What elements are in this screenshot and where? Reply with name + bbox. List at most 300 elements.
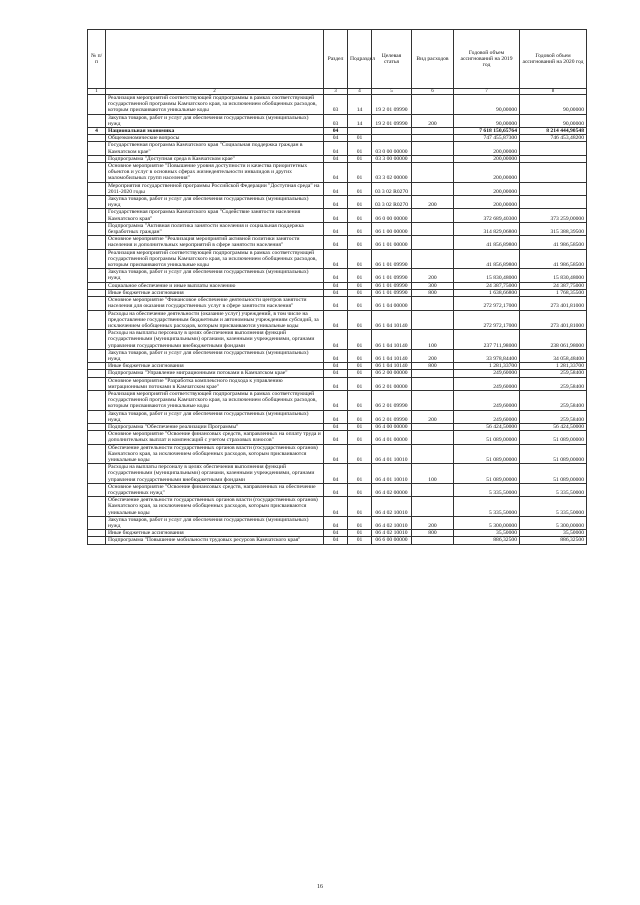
row-podrazdel: 01 xyxy=(348,410,372,423)
row-podrazdel: 01 xyxy=(348,269,372,282)
table-row xyxy=(88,310,587,330)
column-number: 3 xyxy=(324,89,348,95)
row-amount-2020 xyxy=(520,196,587,209)
row-amount-2019: 200,00000 xyxy=(454,182,520,195)
column-number: 1 xyxy=(88,89,106,95)
row-expense-type xyxy=(412,297,454,310)
row-name: Закупка товаров, работ и услуг для обеспечения государственных (муниципальных) нужд xyxy=(106,114,324,127)
row-expense-type xyxy=(412,249,454,269)
row-name: Обеспечение деятельности государственных органов власти (государственных органов) Камчатского края, за исключением обобщенных расходов, которым присваиваются уникальные коды xyxy=(106,497,324,517)
row-expense-type xyxy=(412,135,454,142)
row-expense-type: 200 xyxy=(412,516,454,529)
row-amount-2019: 56 424,50000 xyxy=(454,423,520,430)
row-podrazdel: 01 xyxy=(348,363,372,370)
row-razdel: 04 xyxy=(324,537,348,544)
row-razdel: 04 xyxy=(324,363,348,370)
row-amount-2019: 1 281,33700 xyxy=(454,363,520,370)
row-expense-type xyxy=(412,431,454,444)
row-expense-type: 800 xyxy=(412,363,454,370)
row-name: Основное мероприятие "Реализация мероприятий активной политики занятости населения и дополнительных мероприятий в сфере занятости населения" xyxy=(106,236,324,249)
row-expense-type: 100 xyxy=(412,464,454,484)
table-header xyxy=(88,30,587,89)
row-razdel: 04 xyxy=(324,209,348,222)
row-razdel: 04 xyxy=(324,236,348,249)
row-amount-2019: 51 089,00000 xyxy=(454,444,520,464)
row-podrazdel: 01 xyxy=(348,282,372,289)
table-row xyxy=(88,282,587,289)
row-name: Основное мероприятие "Повышение уровня доступности и качества приоритетных объектов и услуг в основных сферах жизнедеятельности инвалидов и других маломобильных групп населения" xyxy=(106,163,324,183)
row-name: Социальное обеспечение и иные выплаты населению xyxy=(106,282,324,289)
row-name: Реализация мероприятий соответствующей подпрограммы в рамках соответствующей государственной программы Камчатского края, за исключением обобщенных расходов, которым присваиваются уникальные коды xyxy=(106,249,324,269)
row-podrazdel: 01 xyxy=(348,222,372,235)
row-amount-2020: 56 424,50000 xyxy=(520,423,587,430)
row-razdel: 04 xyxy=(324,182,348,195)
row-number xyxy=(88,196,106,209)
row-expense-type xyxy=(412,423,454,430)
row-target-article: 06 4 00 00000 xyxy=(372,423,412,430)
row-name: Государственная программа Камчатского края "Социальная поддержка граждан в Камчатском крае" xyxy=(106,142,324,155)
row-number: 4 xyxy=(88,128,106,135)
header-year-2020: Годовой объем ассигнований на 2020 год xyxy=(520,30,587,89)
row-podrazdel: 01 xyxy=(348,349,372,362)
row-razdel: 04 xyxy=(324,349,348,362)
row-amount-2020: 90,00000 xyxy=(520,95,587,115)
row-expense-type xyxy=(412,222,454,235)
row-amount-2020: 273 401,81000 xyxy=(520,310,587,330)
row-razdel: 04 xyxy=(324,377,348,390)
row-podrazdel: 01 xyxy=(348,209,372,222)
row-name: Подпрограмма "Активная политика занятости населения и социальная поддержка безработных граждан" xyxy=(106,222,324,235)
row-amount-2020: 259,58400 xyxy=(520,370,587,377)
row-target-article: 03 3 02 R0270 xyxy=(372,182,412,195)
row-amount-2019: 1 638,66800 xyxy=(454,289,520,296)
table-row xyxy=(88,349,587,362)
row-number xyxy=(88,516,106,529)
row-podrazdel: 01 xyxy=(348,155,372,162)
table-row xyxy=(88,537,587,544)
table-row xyxy=(88,155,587,162)
row-name: Подпрограмма "Доступная среда в Камчатском крае" xyxy=(106,155,324,162)
row-amount-2019: 35,50000 xyxy=(454,530,520,537)
column-number: 7 xyxy=(454,89,520,95)
row-expense-type xyxy=(412,182,454,195)
row-number xyxy=(88,114,106,127)
row-target-article: 06 1 04 10140 xyxy=(372,310,412,330)
row-razdel: 04 xyxy=(324,163,348,183)
row-podrazdel: 01 xyxy=(348,537,372,544)
table-row xyxy=(88,236,587,249)
table-body xyxy=(88,89,587,545)
row-name: Иные бюджетные ассигнования xyxy=(106,289,324,296)
row-expense-type: 800 xyxy=(412,530,454,537)
row-amount-2019: 90,00000 xyxy=(454,95,520,115)
row-name: Реализация мероприятий соответствующей подпрограммы в рамках соответствующей государственной программы Камчатского края, за исключением обобщенных расходов, которым присваиваются уникальные коды xyxy=(106,390,324,410)
page-number: 16 xyxy=(317,884,323,890)
table-row xyxy=(88,497,587,517)
row-amount-2019: 41 856,89800 xyxy=(454,249,520,269)
row-amount-2020: 373 259,00000 xyxy=(520,209,587,222)
table-row xyxy=(88,289,587,296)
table-row xyxy=(88,163,587,183)
row-target-article: 06 1 04 10140 xyxy=(372,349,412,362)
row-razdel: 04 xyxy=(324,390,348,410)
row-expense-type: 800 xyxy=(412,289,454,296)
table-row xyxy=(88,390,587,410)
row-number xyxy=(88,135,106,142)
row-amount-2019: 5 300,00000 xyxy=(454,516,520,529)
row-razdel: 04 xyxy=(324,497,348,517)
row-number xyxy=(88,530,106,537)
table-row xyxy=(88,269,587,282)
row-target-article xyxy=(372,128,412,135)
row-number xyxy=(88,297,106,310)
row-target-article: 06 6 00 00000 xyxy=(372,537,412,544)
row-target-article: 06 4 01 10010 xyxy=(372,444,412,464)
row-number xyxy=(88,310,106,330)
row-amount-2020: 5 300,00000 xyxy=(520,516,587,529)
row-amount-2019: 51 089,00000 xyxy=(454,431,520,444)
table-row xyxy=(88,370,587,377)
row-target-article: 06 1 01 09990 xyxy=(372,269,412,282)
row-amount-2019: 372 689,40300 xyxy=(454,209,520,222)
row-name: Закупка товаров, работ и услуг для обеспечения государственных (муниципальных) нужд xyxy=(106,349,324,362)
header-expense-type: Вид расходов xyxy=(412,30,454,89)
row-name: Подпрограмма "Управление миграционными потоками в Камчатском крае" xyxy=(106,370,324,377)
row-target-article: 03 3 02 00000 xyxy=(372,163,412,183)
row-podrazdel: 01 xyxy=(348,423,372,430)
row-expense-type xyxy=(412,497,454,517)
row-name: Иные бюджетные ассигнования xyxy=(106,530,324,537)
row-name: Основное мероприятие "Освоение финансовых средств, направленных на обеспечение государственных нужд" xyxy=(106,483,324,496)
row-number xyxy=(88,377,106,390)
table-row xyxy=(88,135,587,142)
row-name: Расходы на обеспечение деятельности (оказание услуг) учреждений, в том числе на предоставление государственным бюджетным и автономным учреждениям субсидий, за исключением обобщенных расходов, которым присваиваются уникальные коды xyxy=(106,310,324,330)
row-amount-2020: 5 335,50000 xyxy=(520,483,587,496)
row-number xyxy=(88,282,106,289)
header-razdel: Раздел xyxy=(324,30,348,89)
row-razdel: 04 xyxy=(324,297,348,310)
table-row xyxy=(88,431,587,444)
row-razdel: 04 xyxy=(324,516,348,529)
row-razdel: 04 xyxy=(324,464,348,484)
row-razdel: 04 xyxy=(324,444,348,464)
row-podrazdel: 01 xyxy=(348,142,372,155)
row-amount-2019: 51 089,00000 xyxy=(454,464,520,484)
row-podrazdel: 01 xyxy=(348,390,372,410)
row-expense-type xyxy=(412,163,454,183)
row-amount-2020: 259,58400 xyxy=(520,410,587,423)
row-target-article: 03 0 00 00000 xyxy=(372,142,412,155)
row-amount-2019: 5 335,50000 xyxy=(454,483,520,496)
row-amount-2020 xyxy=(520,182,587,195)
row-amount-2020 xyxy=(520,163,587,183)
row-target-article: 06 1 01 09990 xyxy=(372,249,412,269)
row-podrazdel: 01 xyxy=(348,516,372,529)
column-number: 5 xyxy=(372,89,412,95)
row-number xyxy=(88,222,106,235)
table-row xyxy=(88,182,587,195)
row-razdel: 04 xyxy=(324,483,348,496)
row-podrazdel: 01 xyxy=(348,289,372,296)
row-number xyxy=(88,236,106,249)
row-name: Обеспечение деятельности государственных органов власти (государственных органов) Камчатского края, за исключением обобщенных расходов, которым присваиваются уникальные коды xyxy=(106,444,324,464)
row-number xyxy=(88,142,106,155)
row-podrazdel: 01 xyxy=(348,163,372,183)
row-number xyxy=(88,431,106,444)
row-amount-2020: 315 388,39500 xyxy=(520,222,587,235)
row-razdel: 04 xyxy=(324,310,348,330)
row-podrazdel: 01 xyxy=(348,310,372,330)
row-expense-type: 200 xyxy=(412,269,454,282)
row-name: Закупка товаров, работ и услуг для обеспечения государственных (муниципальных) нужд xyxy=(106,410,324,423)
row-amount-2019: 200,00000 xyxy=(454,196,520,209)
table-row xyxy=(88,95,587,115)
row-name: Расходы на выплаты персоналу в целях обеспечения выполнения функций государственными (муниципальными) органами, казенными учреждениями, органами управления государственными внебюджетными фондами xyxy=(106,330,324,350)
row-expense-type xyxy=(412,390,454,410)
row-number xyxy=(88,155,106,162)
row-expense-type xyxy=(412,483,454,496)
table-row xyxy=(88,363,587,370)
row-podrazdel: 01 xyxy=(348,135,372,142)
row-podrazdel: 01 xyxy=(348,530,372,537)
row-razdel: 04 xyxy=(324,530,348,537)
row-amount-2020: 238 061,98000 xyxy=(520,330,587,350)
row-name: Основное мероприятие "Освоение финансовых средств, направленных на оплату труда и дополнительных выплат и компенсаций с учетом страховых взносов" xyxy=(106,431,324,444)
row-number xyxy=(88,537,106,544)
row-target-article: 06 4 02 00000 xyxy=(372,483,412,496)
row-number xyxy=(88,249,106,269)
row-amount-2020: 15 830,48000 xyxy=(520,269,587,282)
row-amount-2019: 200,00000 xyxy=(454,163,520,183)
row-name: Государственная программа Камчатского края "Содействие занятости населения Камчатского края" xyxy=(106,209,324,222)
table-row xyxy=(88,222,587,235)
row-target-article: 06 2 01 09990 xyxy=(372,390,412,410)
row-razdel: 04 xyxy=(324,135,348,142)
row-number xyxy=(88,370,106,377)
row-amount-2019: 200,00000 xyxy=(454,142,520,155)
row-target-article: 06 0 00 00000 xyxy=(372,209,412,222)
row-target-article: 06 4 02 10010 xyxy=(372,497,412,517)
row-podrazdel: 01 xyxy=(348,370,372,377)
row-name: Основное мероприятие "Разработка комплексного подхода к управлению миграционными потоками в Камчатском крае" xyxy=(106,377,324,390)
row-number xyxy=(88,289,106,296)
row-podrazdel: 01 xyxy=(348,497,372,517)
row-name: Реализация мероприятий соответствующей подпрограммы в рамках соответствующей государственной программы Камчатского края, за исключением обобщенных расходов, которым присваиваются уникальные коды xyxy=(106,95,324,115)
row-amount-2019: 249,60000 xyxy=(454,410,520,423)
row-razdel: 04 xyxy=(324,269,348,282)
row-amount-2019: 272 972,17000 xyxy=(454,297,520,310)
row-target-article: 06 2 00 00000 xyxy=(372,370,412,377)
row-name: Закупка товаров, работ и услуг для обеспечения государственных (муниципальных) нужд xyxy=(106,516,324,529)
row-amount-2020 xyxy=(520,142,587,155)
row-target-article xyxy=(372,135,412,142)
row-amount-2020: 273 401,81000 xyxy=(520,297,587,310)
row-number xyxy=(88,410,106,423)
row-name: Подпрограмма "Повышение мобильности трудовых ресурсов Камчатского края" xyxy=(106,537,324,544)
table-row xyxy=(88,209,587,222)
row-number xyxy=(88,497,106,517)
row-razdel: 04 xyxy=(324,423,348,430)
table-row xyxy=(88,249,587,269)
table-row xyxy=(88,410,587,423)
row-target-article: 06 1 01 09990 xyxy=(372,289,412,296)
row-expense-type: 300 xyxy=(412,282,454,289)
row-target-article: 19 2 01 09990 xyxy=(372,114,412,127)
table-row xyxy=(88,142,587,155)
row-amount-2019: 5 335,50000 xyxy=(454,497,520,517)
row-amount-2020: 886,32500 xyxy=(520,537,587,544)
row-amount-2019: 237 711,98000 xyxy=(454,330,520,350)
row-target-article: 19 2 01 09990 xyxy=(372,95,412,115)
row-number xyxy=(88,483,106,496)
row-razdel: 04 xyxy=(324,289,348,296)
row-amount-2019: 7 618 150,65764 xyxy=(454,128,520,135)
table-row xyxy=(88,128,587,135)
row-amount-2020: 51 089,00000 xyxy=(520,444,587,464)
row-amount-2019: 314 829,06800 xyxy=(454,222,520,235)
row-amount-2020: 35,50000 xyxy=(520,530,587,537)
table-row xyxy=(88,530,587,537)
row-podrazdel: 01 xyxy=(348,330,372,350)
row-expense-type: 200 xyxy=(412,410,454,423)
table-row xyxy=(88,464,587,484)
row-expense-type xyxy=(412,155,454,162)
row-name: Закупка товаров, работ и услуг для обеспечения государственных (муниципальных) нужд xyxy=(106,196,324,209)
row-expense-type xyxy=(412,209,454,222)
row-podrazdel: 01 xyxy=(348,196,372,209)
table-row xyxy=(88,297,587,310)
row-podrazdel: 01 xyxy=(348,483,372,496)
row-target-article: 06 2 01 09990 xyxy=(372,410,412,423)
row-expense-type: 100 xyxy=(412,330,454,350)
row-amount-2019: 41 856,89800 xyxy=(454,236,520,249)
row-number xyxy=(88,209,106,222)
row-expense-type xyxy=(412,310,454,330)
row-name: Основное мероприятие "Финансовое обеспечение деятельности центров занятости населения для оказания государственных услуг в сфере занятости населения" xyxy=(106,297,324,310)
row-number xyxy=(88,349,106,362)
row-podrazdel xyxy=(348,128,372,135)
row-amount-2020: 41 986,58500 xyxy=(520,249,587,269)
row-number xyxy=(88,390,106,410)
row-podrazdel: 01 xyxy=(348,249,372,269)
row-razdel: 04 xyxy=(324,370,348,377)
row-amount-2019: 249,60000 xyxy=(454,377,520,390)
column-number: 4 xyxy=(348,89,372,95)
row-podrazdel: 14 xyxy=(348,95,372,115)
column-number: 8 xyxy=(520,89,587,95)
row-amount-2020: 1 768,35500 xyxy=(520,289,587,296)
row-expense-type: 200 xyxy=(412,114,454,127)
header-year-2019: Годовой объем ассигнований на 2019 год xyxy=(454,30,520,89)
row-expense-type xyxy=(412,236,454,249)
row-number xyxy=(88,95,106,115)
row-amount-2020 xyxy=(520,155,587,162)
row-target-article: 06 1 04 10140 xyxy=(372,330,412,350)
row-target-article: 06 1 00 00000 xyxy=(372,222,412,235)
table-row xyxy=(88,196,587,209)
row-amount-2019: 24 387,75000 xyxy=(454,282,520,289)
table-row xyxy=(88,483,587,496)
row-razdel: 04 xyxy=(324,330,348,350)
row-target-article: 03 3 00 00000 xyxy=(372,155,412,162)
row-razdel: 04 xyxy=(324,222,348,235)
row-razdel: 03 xyxy=(324,114,348,127)
table-row xyxy=(88,114,587,127)
row-name: Иные бюджетные ассигнования xyxy=(106,363,324,370)
row-name: Национальная экономика xyxy=(106,128,324,135)
row-name: Общеэкономические вопросы xyxy=(106,135,324,142)
column-number: 2 xyxy=(106,89,324,95)
row-number xyxy=(88,269,106,282)
row-target-article: 06 4 01 10010 xyxy=(372,464,412,484)
row-amount-2020: 5 335,50000 xyxy=(520,497,587,517)
row-number xyxy=(88,363,106,370)
row-amount-2019: 200,00000 xyxy=(454,155,520,162)
row-podrazdel: 01 xyxy=(348,431,372,444)
row-razdel: 04 xyxy=(324,155,348,162)
table-row xyxy=(88,423,587,430)
row-amount-2020: 51 089,00000 xyxy=(520,464,587,484)
row-number xyxy=(88,423,106,430)
row-amount-2020: 1 281,33700 xyxy=(520,363,587,370)
row-target-article: 03 3 02 R0270 xyxy=(372,196,412,209)
row-name: Закупка товаров, работ и услуг для обеспечения государственных (муниципальных) нужд xyxy=(106,269,324,282)
row-target-article: 06 4 02 10010 xyxy=(372,516,412,529)
row-amount-2020: 746 453,48200 xyxy=(520,135,587,142)
row-expense-type xyxy=(412,128,454,135)
row-target-article: 06 1 01 09990 xyxy=(372,282,412,289)
table-row xyxy=(88,516,587,529)
row-expense-type xyxy=(412,377,454,390)
row-razdel: 04 xyxy=(324,128,348,135)
row-amount-2020: 34 058,48400 xyxy=(520,349,587,362)
row-podrazdel: 01 xyxy=(348,444,372,464)
row-expense-type xyxy=(412,370,454,377)
row-podrazdel: 01 xyxy=(348,236,372,249)
row-amount-2019: 249,60000 xyxy=(454,390,520,410)
row-razdel: 03 xyxy=(324,95,348,115)
row-podrazdel: 01 xyxy=(348,377,372,390)
row-expense-type xyxy=(412,444,454,464)
row-amount-2019: 33 978,84400 xyxy=(454,349,520,362)
row-amount-2020: 24 387,75000 xyxy=(520,282,587,289)
row-amount-2020: 51 089,00000 xyxy=(520,431,587,444)
row-podrazdel: 14 xyxy=(348,114,372,127)
row-number xyxy=(88,464,106,484)
row-amount-2020: 41 986,58500 xyxy=(520,236,587,249)
row-expense-type xyxy=(412,142,454,155)
row-target-article: 06 4 01 00000 xyxy=(372,431,412,444)
row-expense-type xyxy=(412,95,454,115)
header-target-article: Целевая статья xyxy=(372,30,412,89)
row-amount-2019: 90,00000 xyxy=(454,114,520,127)
header-podrazdel: Подраздел xyxy=(348,30,372,89)
row-target-article: 06 1 04 10140 xyxy=(372,363,412,370)
row-razdel: 04 xyxy=(324,410,348,423)
row-number xyxy=(88,330,106,350)
table-row xyxy=(88,444,587,464)
row-amount-2019: 249,60000 xyxy=(454,370,520,377)
row-target-article: 06 4 02 10010 xyxy=(372,530,412,537)
row-amount-2020: 259,58400 xyxy=(520,377,587,390)
row-name: Мероприятия государственной программы Российской Федерации "Доступная среда" на 2011-2020 годы xyxy=(106,182,324,195)
row-razdel: 04 xyxy=(324,196,348,209)
row-razdel: 04 xyxy=(324,282,348,289)
row-target-article: 06 1 01 00000 xyxy=(372,236,412,249)
row-podrazdel: 01 xyxy=(348,464,372,484)
row-amount-2020: 8 214 444,90548 xyxy=(520,128,587,135)
row-amount-2019: 272 972,17000 xyxy=(454,310,520,330)
